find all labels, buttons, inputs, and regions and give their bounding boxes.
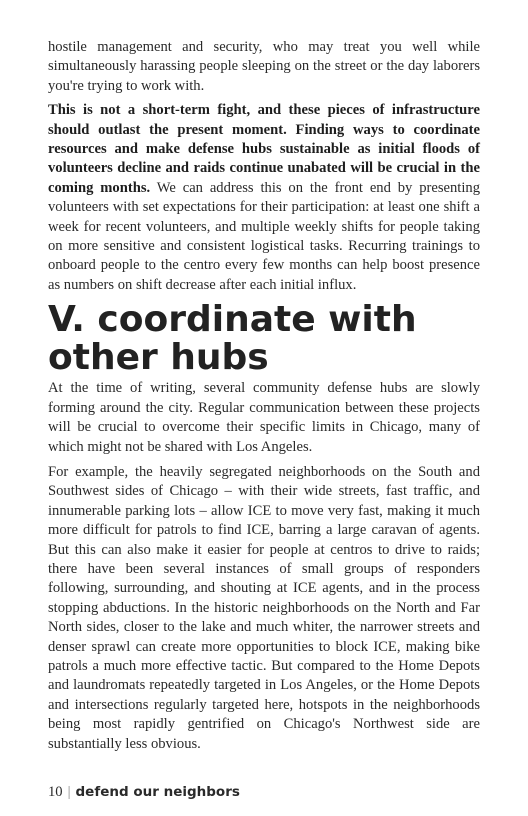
paragraph-2 [48,101,480,295]
page-number: 10 [48,784,63,800]
paragraph-4: For example, the heavily segregated neighborhoods on the South and Southwest sides of Chicago – with their wide streets, fast traffic, and innumerable parking lots – allow ICE to move very fast, making it much more difficult for patrols to find ICE, barring a large caravan of agents. But this can also make it easier for people at centros to drive to raids; there have been several instances of small groups of responders following, surrounding, and shouting at ICE agents, and in the process stopping abductions. In the historic neighborhoods on the North and Far North sides, closer to the lake and much whiter, the narrower streets and denser sprawl can create more opportunities to block ICE, making bike patrols a much more effective tactic. But compared to the Home Depots and laundromats repeatedly targeted in Los Angeles, or the Home Depots and intersections regularly targeted here, hotspots in the neighborhoods being most rapidly gentrified on Chicago's Northwest side are substantially less obvious. [48,463,480,752]
paragraph-2-bold: This is not a short-term fight, and these pieces of infrastructure should outlast the present moment. Finding ways to coordinate resources and make defense hubs sustainable as initial floods of volunteers decline and raids continue unabated will be crucial in the coming months. [48,102,480,196]
section-heading: V. coordinate with other hubs [48,299,417,379]
footer-book-title: defend our neighbors [75,784,240,800]
paragraph-3: At the time of writing, several community defense hubs are slowly forming around the city. Regular communication between these projects will be crucial to overcome their specific limits in Chicago, many of which might not be shared with Los Angeles. [48,380,480,455]
paragraph-1: hostile management and security, who may treat you well while simultaneously harassing people sleeping on the street or the day laborers you're trying to work with. [48,39,480,94]
page-footer [48,783,240,801]
page-body [48,38,480,760]
footer-separator: | [67,784,71,800]
paragraph-2-rest: We can address this on the front end by presenting volunteers with set expectations for their participation: at least one shift a week for recent volunteers, and multiple weekly shifts for people taking on more sensitive and consistent logistical tasks. Recurring trainings to onboard people to the centro every few months can help boost presence as numbers on shift decrease after each initial influx. [48,179,481,293]
